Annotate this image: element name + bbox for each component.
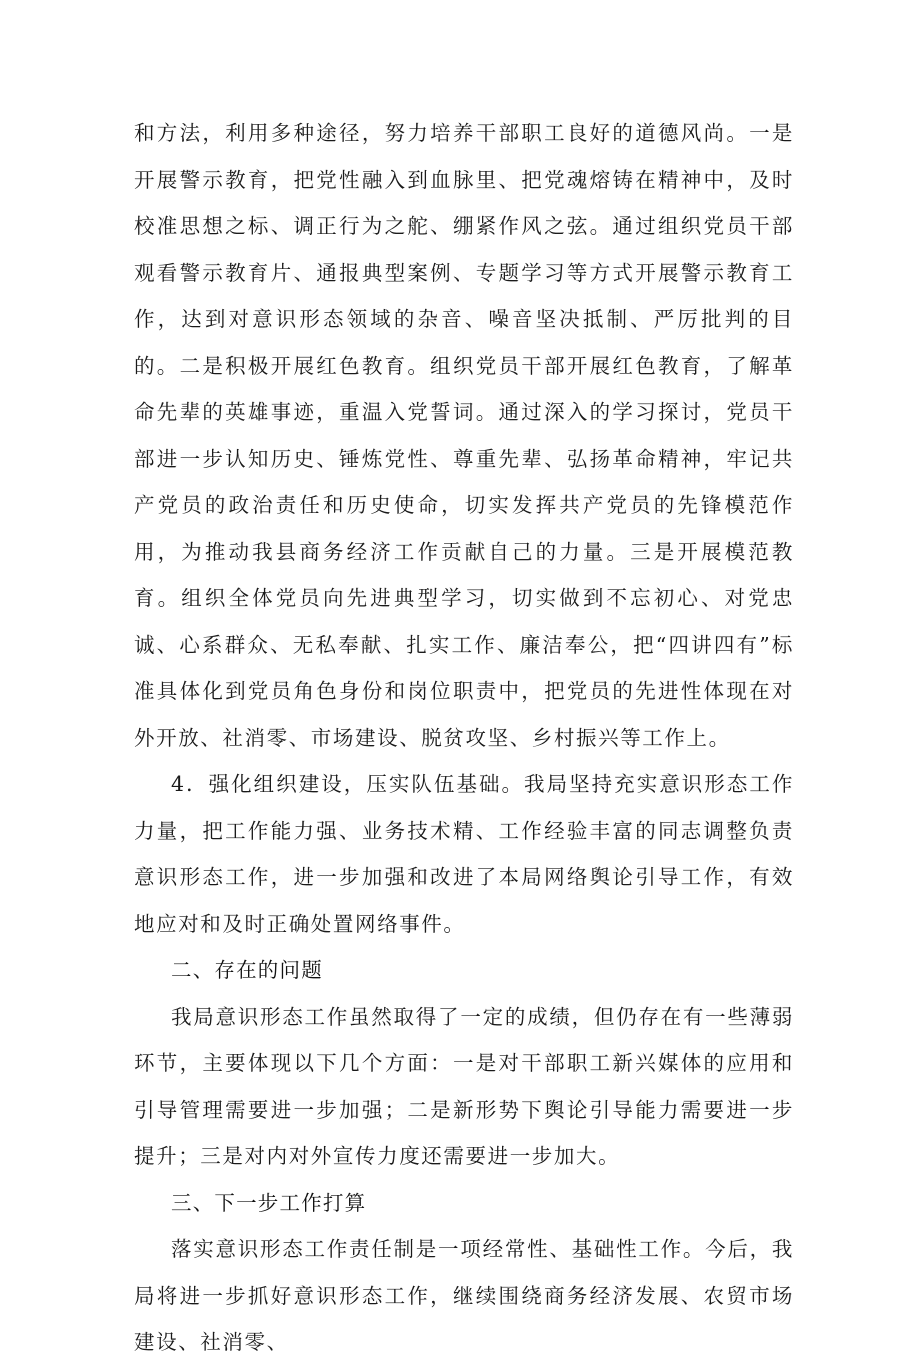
section-heading-problems: 二、存在的问题	[171, 958, 323, 982]
paragraph-organization-building: 4．强化组织建设，压实队伍基础。我局坚持充实意识形态工作力量，把工作能力强、业务技术精、工作经验丰富的同志调整负责意识形态工作，进一步加强和改进了本局网络舆论引导工作，有效地应对和及时正确处置网络事件。	[134, 772, 794, 936]
paragraph-problems: 我局意识形态工作虽然取得了一定的成绩，但仍存在有一些薄弱环节，主要体现以下几个方面：一是对干部职工新兴媒体的应用和引导管理需要进一步加强；二是新形势下舆论引导能力需要进一步提升；三是对内对外宣传力度还需要进一步加大。	[134, 1004, 794, 1168]
paragraph-next-steps: 落实意识形态工作责任制是一项经常性、基础性工作。今后，我局将进一步抓好意识形态工作，继续围绕商务经济发展、农贸市场建设、社消零、	[134, 1237, 794, 1354]
paragraph-education-methods: 和方法，利用多种途径，努力培养干部职工良好的道德风尚。一是开展警示教育，把党性融入到血脉里、把党魂熔铸在精神中，及时校准思想之标、调正行为之舵、绷紧作风之弦。通过组织党员干部观看警示教育片、通报典型案例、专题学习等方式开展警示教育工作，达到对意识形态领域的杂音、噪音坚决抵制、严厉批判的目的。二是积极开展红色教育。组织党员干部开展红色教育，了解革命先辈的英雄事迹，重温入党誓词。通过深入的学习探讨，党员干部进一步认知历史、锤炼党性、尊重先辈、弘扬革命精神，牢记共产党员的政治责任和历史使命，切实发挥共产党员的先锋模范作用，为推动我县商务经济工作贡献自己的力量。三是开展模范教育。组织全体党员向先进典型学习，切实做到不忘初心、对党忠诚、心系群众、无私奉献、扎实工作、廉洁奉公，把“四讲四有”标准具体化到党员角色身份和岗位职责中，把党员的先进性体现在对外开放、社消零、市场建设、脱贫攻坚、乡村振兴等工作上。	[134, 121, 794, 750]
section-heading-next-steps: 三、下一步工作打算	[171, 1190, 367, 1215]
document-body	[134, 110, 794, 1366]
